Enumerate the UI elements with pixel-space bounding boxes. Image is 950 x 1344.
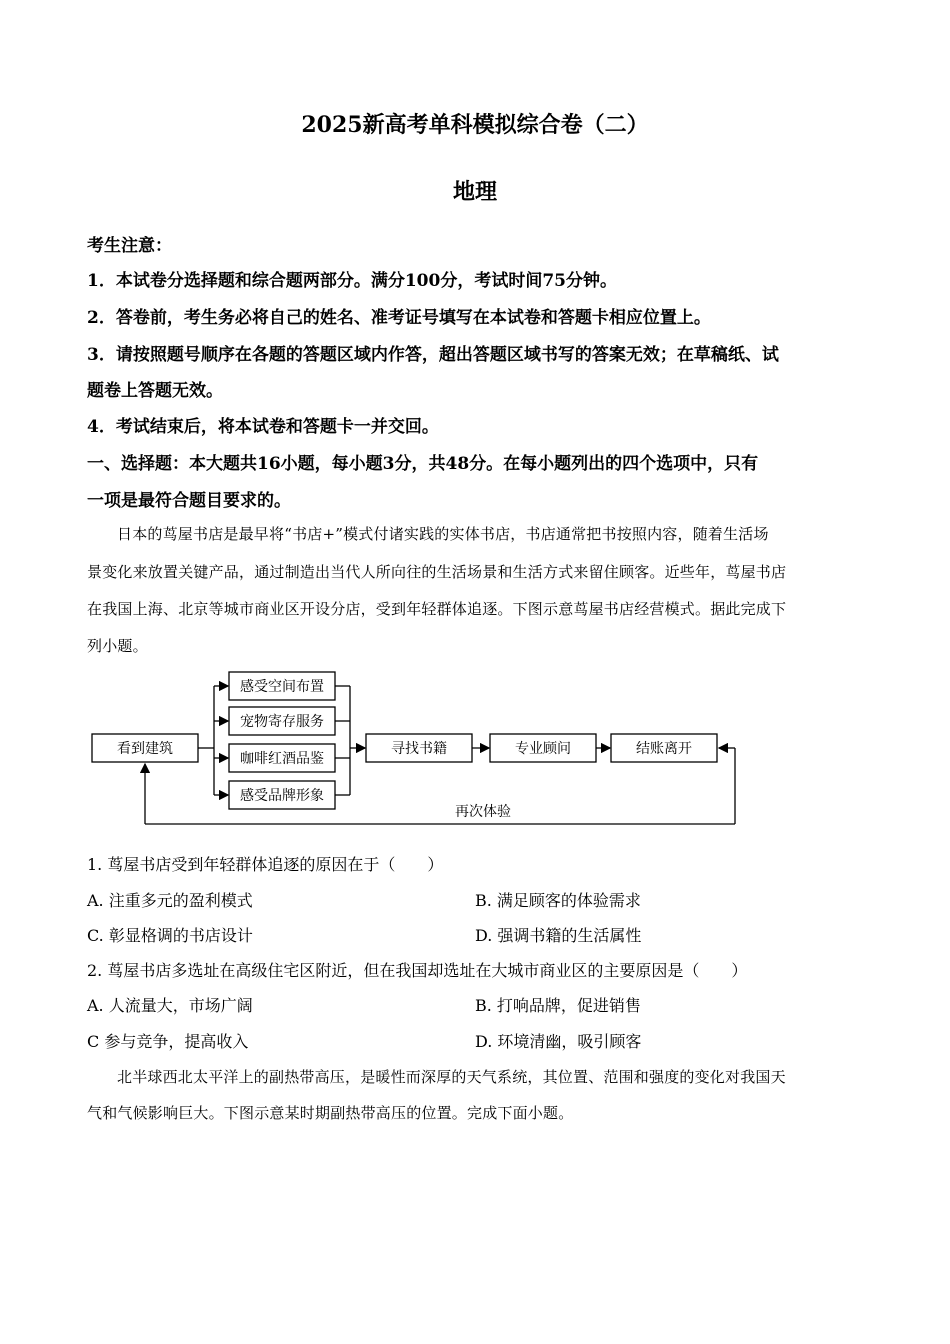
branch-label-2: 宠物寄存服务 bbox=[240, 714, 324, 730]
business-model-diagram bbox=[80, 658, 760, 833]
question-2-option-a: A. 人流量大，市场广阔 bbox=[87, 996, 253, 1015]
section-heading-cont: 一项是最符合题目要求的。 bbox=[87, 491, 291, 511]
question-2-stem: 2. 茑屋书店多选址在高级住宅区附近，但在我国却选址在大城市商业区的主要原因是（ ） bbox=[87, 961, 748, 980]
question-2-option-d: D. 环境清幽，吸引顾客 bbox=[475, 1032, 642, 1051]
start-label: 看到建筑 bbox=[117, 741, 173, 757]
notice-item-2: 2．答卷前，考生务必将自己的姓名、准考证号填写在本试卷和答题卡相应位置上。 bbox=[87, 308, 711, 328]
section-heading: 一、选择题：本大题共16小题，每小题3分，共48分。在每小题列出的四个选项中，只有 bbox=[87, 454, 759, 474]
question-1-option-a: A. 注重多元的盈利模式 bbox=[87, 891, 253, 910]
subject-title: 地理 bbox=[452, 179, 497, 205]
exam-title: 2025新高考单科模拟综合卷（二） bbox=[301, 112, 649, 138]
branch-label-3: 咖啡红酒品鉴 bbox=[240, 751, 324, 767]
notice-item-3: 3．请按照题号顺序在各题的答题区域内作答，超出答题区域书写的答案无效；在草稿纸、试 bbox=[87, 345, 779, 365]
question-1-option-d: D. 强调书籍的生活属性 bbox=[475, 926, 642, 945]
notice-item-3-cont: 题卷上答题无效。 bbox=[87, 381, 223, 401]
notice-item-1: 1．本试卷分选择题和综合题两部分。满分100分，考试时间75分钟。 bbox=[87, 271, 617, 291]
question-1-option-c: C. 彰显格调的书店设计 bbox=[87, 926, 253, 945]
passage1-line-1: 日本的茑屋书店是最早将“书店+”模式付诸实践的实体书店，书店通常把书按照内容，随着生活场 bbox=[117, 525, 769, 543]
question-1-option-b: B. 满足顾客的体验需求 bbox=[475, 891, 641, 910]
step-label-3: 结账离开 bbox=[636, 741, 692, 757]
passage1-line-4: 列小题。 bbox=[87, 637, 148, 655]
loop-label: 再次体验 bbox=[455, 804, 511, 820]
passage2-line-2: 气和气候影响巨大。下图示意某时期副热带高压的位置。完成下面小题。 bbox=[87, 1104, 574, 1122]
step-label-2: 专业顾问 bbox=[515, 741, 571, 757]
passage1-line-2: 景变化来放置关键产品，通过制造出当代人所向往的生活场景和生活方式来留住顾客。近些年，茑屋书店 bbox=[87, 563, 787, 581]
notice-item-4: 4．考试结束后，将本试卷和答题卡一并交回。 bbox=[87, 417, 439, 437]
notice-heading: 考生注意： bbox=[87, 236, 172, 256]
passage2-line-1: 北半球西北太平洋上的副热带高压，是暖性而深厚的天气系统，其位置、范围和强度的变化对我国天 bbox=[117, 1068, 786, 1086]
question-1-stem: 1. 茑屋书店受到年轻群体追逐的原因在于（ ） bbox=[87, 855, 444, 874]
branch-label-4: 感受品牌形象 bbox=[240, 788, 324, 804]
question-2-option-b: B. 打响品牌，促进销售 bbox=[475, 996, 641, 1015]
branch-label-1: 感受空间布置 bbox=[240, 679, 324, 695]
step-label-1: 寻找书籍 bbox=[391, 741, 447, 757]
passage1-line-3: 在我国上海、北京等城市商业区开设分店，受到年轻群体追逐。下图示意茑屋书店经营模式。据此完成下 bbox=[87, 600, 787, 618]
question-2-option-c: C 参与竞争，提高收入 bbox=[87, 1032, 249, 1051]
